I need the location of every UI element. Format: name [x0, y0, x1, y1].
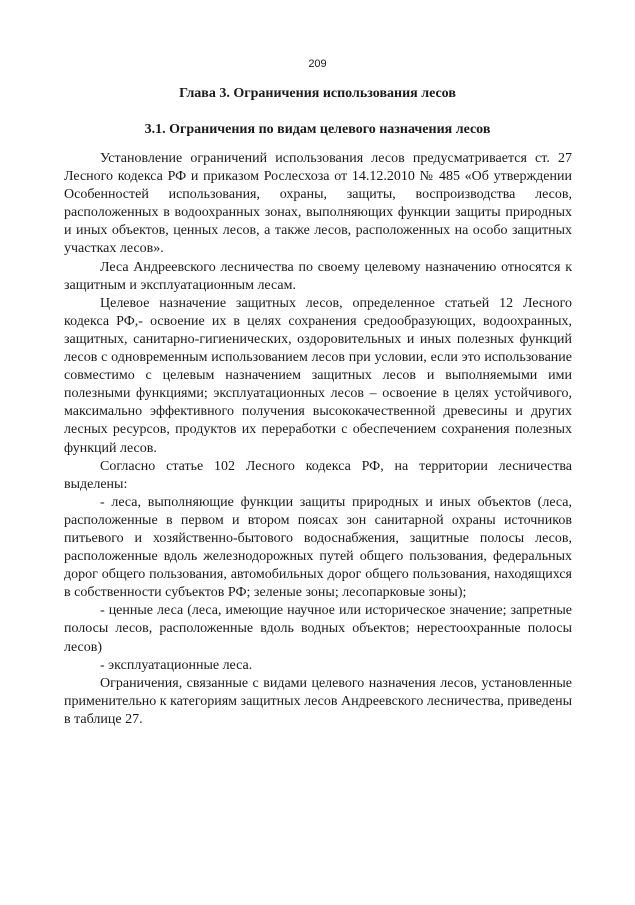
page-number: 209 [308, 58, 327, 70]
chapter-title: Глава 3. Ограничения использования лесов [179, 86, 456, 101]
paragraph: Установление ограничений использования лесов предусматривается ст. 27 Лесного кодекса РФ и приказом Рослесхоза от 14.12.2010 № 485 «Об утверждении Особенностей использования, охраны, защиты, воспроизводства лесов, расположенных в водоохранных зонах, выполняющих функции защиты природных и иных объектов, ценных лесов, а также лесов, расположенных на особо защитных участках лесов». [64, 151, 572, 257]
paragraph: Леса Андреевского лесничества по своему целевому назначению относятся к защитным и эксплуатационным лесам. [64, 259, 572, 293]
paragraph: Целевое назначение защитных лесов, определенное статьей 12 Лесного кодекса РФ,- освоение их в целях сохранения средообразующих, водоохранных, защитных, санитарно-гигиенических, оздоровительных и иных полезных функций лесов с одновременным использованием лесов при условии, если это использование совместимо с целевым назначением защитных лесов и выполняемыми ими полезными функциями; эксплуатационных лесов – освоение в целях устойчивого, максимально эффективного получения высококачественной древесины и других лесных ресурсов, продуктов их переработки с обеспечением сохранения полезных функций лесов. [64, 295, 572, 456]
paragraph: - ценные леса (леса, имеющие научное или историческое значение; запретные полосы лесов, расположенные вдоль водных объектов; нерестоохранные полосы лесов) [64, 603, 572, 655]
section-title: 3.1. Ограничения по видам целевого назначения лесов [144, 122, 491, 137]
paragraph: Ограничения, связанные с видами целевого назначения лесов, установленные применительно к категориям защитных лесов Андреевского лесничества, приведены в таблице 27. [64, 675, 572, 727]
paragraph: - эксплуатационные леса. [100, 657, 253, 673]
paragraph: - леса, выполняющие функции защиты природных и иных объектов (леса, расположенные в первом и втором поясах зон санитарной охраны источников питьевого и хозяйственно-бытового водоснабжения, защитные полосы лесов, расположенные вдоль железнодорожных путей общего пользования, федеральных дорог общего пользования, автомобильных дорог общего пользования, находящихся в собственности субъектов РФ; зеленые зоны; лесопарковые зоны); [64, 494, 572, 601]
paragraph: Согласно статье 102 Лесного кодекса РФ, на территории лесничества выделены: [64, 458, 572, 492]
body-text [64, 150, 572, 729]
